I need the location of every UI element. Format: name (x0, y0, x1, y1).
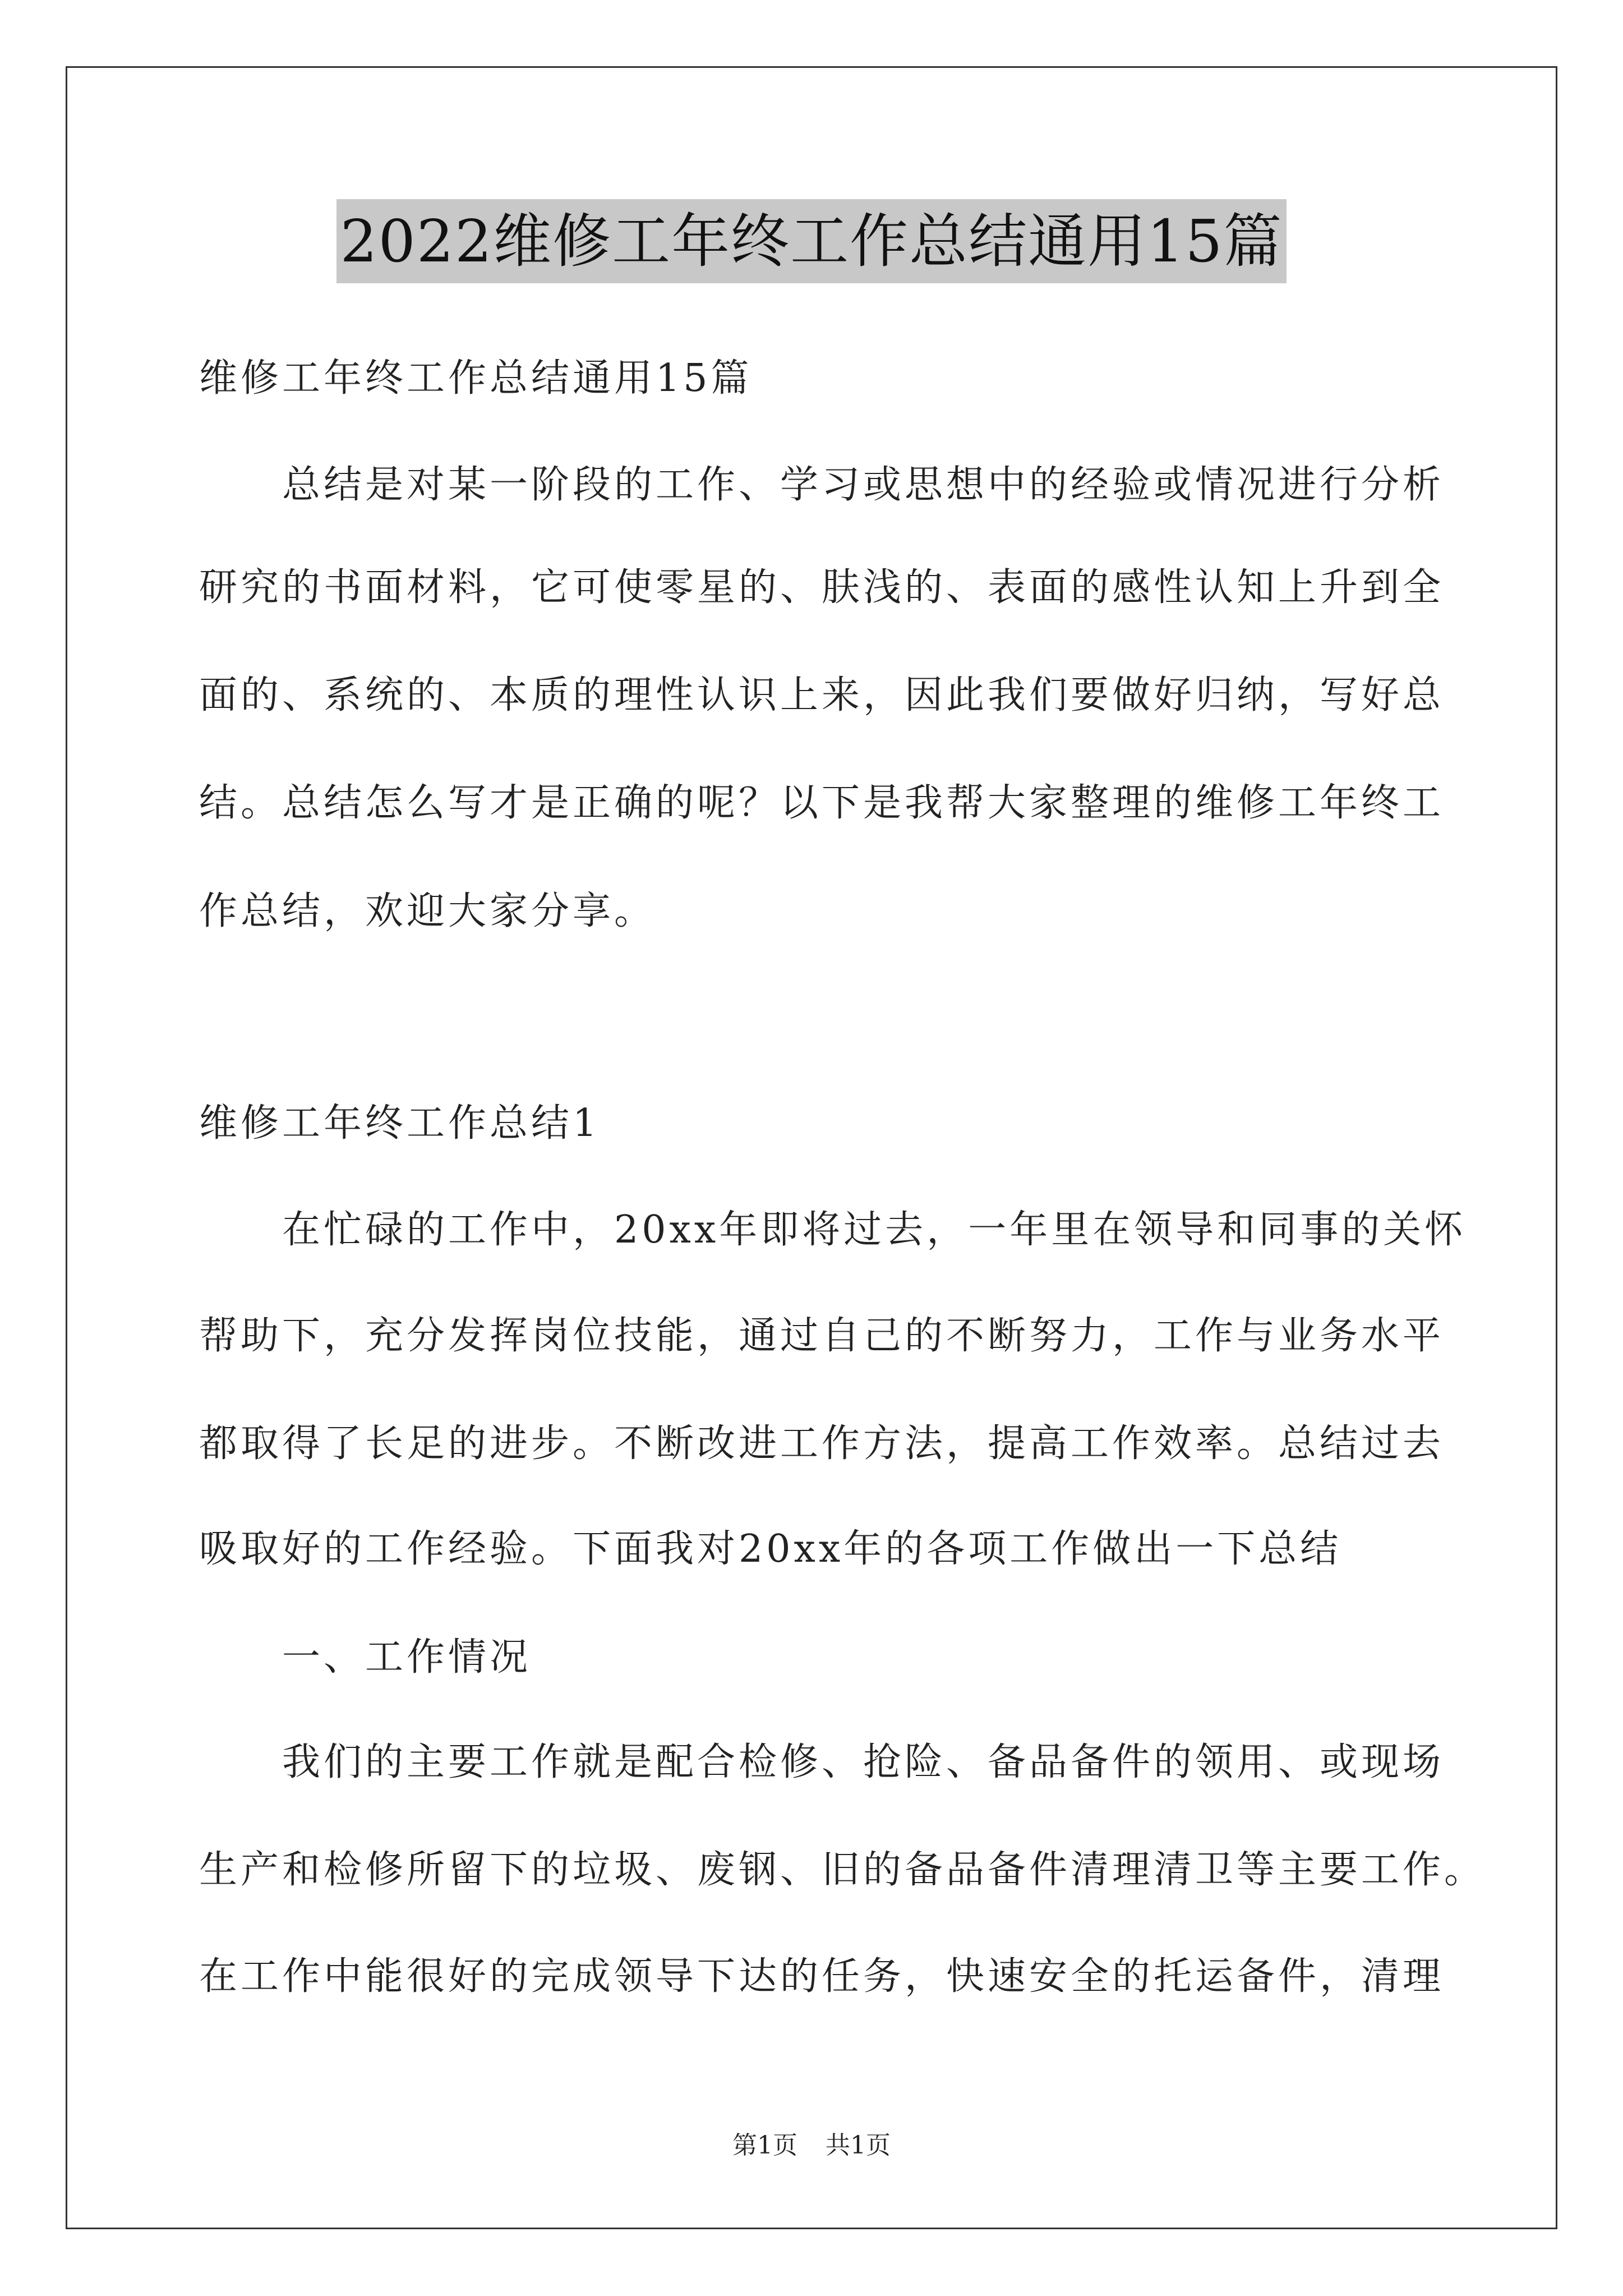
page-footer (0, 2129, 1623, 2162)
section-line: 帮助下，充分发挥岗位技能，通过自己的不断努力，工作与业务水平 (199, 1314, 1445, 1358)
section-line: 都取得了长足的进步。不断改进工作方法，提高工作效率。总结过去 (199, 1421, 1445, 1466)
intro-line: 面的、系统的、本质的理性认识上来，因此我们要做好归纳，写好总 (199, 673, 1445, 717)
document-title: 2022维修工年终工作总结通用15篇 (336, 199, 1286, 283)
intro-line: 作总结，欢迎大家分享。 (199, 889, 656, 933)
sub-heading: 一、工作情况 (282, 1635, 532, 1680)
page-number-total: 共1页 (826, 2131, 891, 2160)
intro-line: 研究的书面材料，它可使零星的、肤浅的、表面的感性认知上升到全 (199, 565, 1445, 610)
intro-line: 总结是对某一阶段的工作、学习或思想中的经验或情况进行分析 (282, 463, 1445, 507)
work-line: 在工作中能很好的完成领导下达的任务，快速安全的托运备件，清理 (199, 1954, 1445, 1999)
work-line: 我们的主要工作就是配合检修、抢险、备品备件的领用、或现场 (282, 1740, 1445, 1784)
work-line: 生产和检修所留下的垃圾、废钢、旧的备品备件清理清卫等主要工作。 (199, 1848, 1486, 1892)
section-heading: 维修工年终工作总结1 (199, 1101, 601, 1145)
intro-line: 结。总结怎么写才是正确的呢？以下是我帮大家整理的维修工年终工 (199, 781, 1445, 825)
document-subtitle: 维修工年终工作总结通用15篇 (199, 356, 753, 401)
page-number-current: 第1页 (732, 2131, 797, 2160)
title-container (0, 199, 1623, 283)
section-line: 在忙碌的工作中，20xx年即将过去，一年里在领导和同事的关怀 (282, 1208, 1467, 1252)
section-line: 吸取好的工作经验。下面我对20xx年的各项工作做出一下总结 (199, 1527, 1342, 1571)
